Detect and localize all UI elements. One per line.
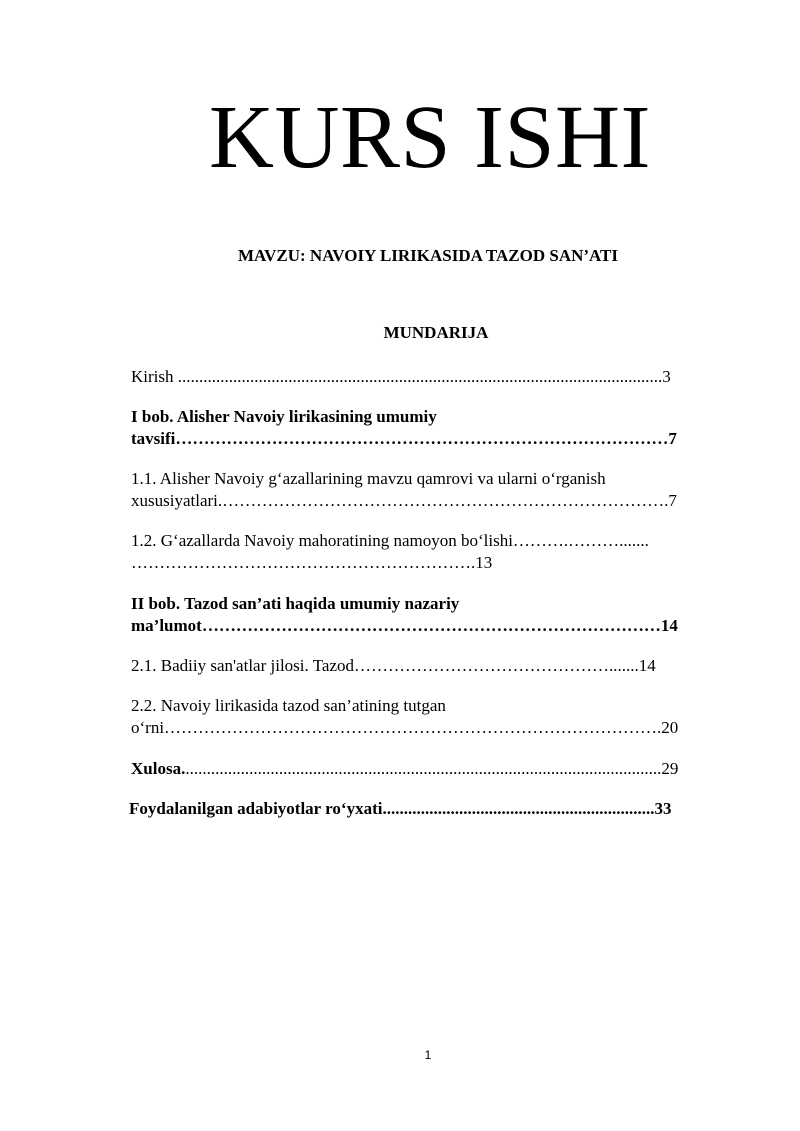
toc-entry-section2-1: 2.1. Badiiy san'atlar jilosi. Tazod……………………………………….......14 (131, 656, 656, 675)
toc-entry-chapter1-line1: I bob. Alisher Navoiy lirikasining umumiy (131, 407, 437, 426)
toc-entry-conclusion-label: Xulosa. (131, 759, 186, 778)
toc-entry-section1-1-line1: 1.1. Alisher Navoiy g‘azallarining mavzu qamrovi va ularni o‘rganish (131, 469, 606, 488)
toc-entry-conclusion (131, 758, 678, 779)
toc-entry-intro: Kirish ..................................................................................................................3 (131, 367, 671, 386)
toc-entry-conclusion-dots: ................................................................................................................29 (185, 759, 679, 778)
page-number: 1 (424, 1048, 432, 1062)
toc-entry-references: Foydalanilgan adabiyotlar ro‘yxati................................................................33 (129, 799, 672, 818)
toc-entry-chapter1-line2: tavsifi……………………………………………………………………………7 (131, 429, 677, 448)
toc-entry-chapter2-line2: ma’lumot………………………………………………………………………14 (131, 616, 678, 635)
topic-heading: MAVZU: NAVOIY LIRIKASIDA TAZOD SAN’ATI (237, 246, 619, 265)
document-title: KURS ISHI (208, 88, 652, 187)
toc-entry-chapter2-line1: II bob. Tazod san’ati haqida umumiy nazariy (131, 594, 460, 613)
toc-entry-section1-2-line2: …………………………………………………….13 (131, 553, 493, 572)
toc-entry-section1-1-line2: xususiyatlari.…………………………………………………………………….7 (131, 491, 677, 510)
toc-entry-section1-2-line1: 1.2. G‘azallarda Navoiy mahoratining namoyon bo‘lishi……….………....... (131, 531, 649, 550)
toc-entry-section2-2-line1: 2.2. Navoiy lirikasida tazod san’atining tutgan (131, 696, 446, 715)
toc-heading: MUNDARIJA (383, 323, 489, 342)
toc-entry-section2-2-line2: o‘rni…………………………………………………………………………….20 (131, 718, 679, 737)
